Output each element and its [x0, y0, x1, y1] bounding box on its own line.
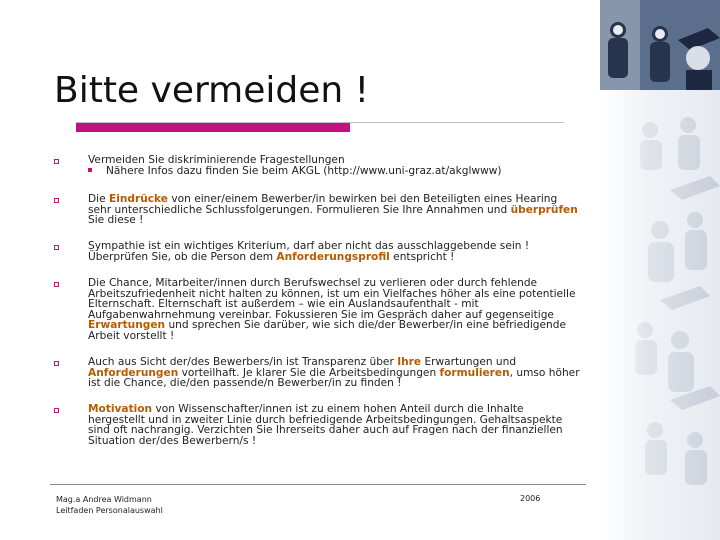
highlighted-term: Eindrücke — [109, 193, 168, 205]
footer-author: Mag.a Andrea Widmann — [56, 495, 152, 504]
bullet-text — [88, 404, 583, 446]
bullet-text — [88, 357, 583, 389]
sub-bullet-marker-icon — [88, 168, 92, 172]
bullet-marker-icon — [54, 361, 59, 366]
bullet-text-segment: Sympathie ist ein wichtiges Kriterium, darf aber nicht das ausschlaggebende sein ! Überprüfen Sie, ob die Person dem — [88, 240, 530, 263]
title-accent-bar — [76, 123, 350, 132]
bullet-marker-icon — [54, 198, 59, 203]
bullet-text-segment: , umso höher ist die Chance, die/den passende/n Bewerber/in zu finden ! — [88, 366, 580, 389]
bullet-text — [88, 155, 583, 176]
bullet-text-segment: vorteilhaft. Je klarer Sie die Arbeitsbedingungen — [178, 366, 440, 379]
graduates-photo-image — [600, 0, 720, 90]
highlighted-term: überprüfen — [510, 203, 578, 216]
footer-subtitle: Leitfaden Personalauswahl — [56, 506, 163, 515]
bullet-text — [88, 194, 583, 226]
bullet-text-segment: Die — [88, 193, 109, 205]
bullet-marker-icon — [54, 282, 59, 287]
highlighted-term: Anforderungen — [88, 366, 179, 379]
bullet-text-segment: Sie diese ! — [88, 214, 144, 226]
bullet-text-segment: und sprechen Sie darüber, wie sich die/der Bewerber/in eine befriedigende Arbeit vorstellt ! — [88, 319, 566, 342]
bullet-marker-icon — [54, 245, 59, 250]
sub-bullet-text: Nähere Infos dazu finden Sie beim AKGL (http://www.uni-graz.at/akglwww) — [106, 164, 502, 177]
bullet-text-segment: Auch aus Sicht der/des Bewerbers/in ist Transparenz über — [88, 356, 398, 368]
bullet-marker-icon — [54, 159, 59, 164]
highlighted-term: Erwartungen — [88, 319, 166, 331]
bullet-text-segment: Die Chance, Mitarbeiter/innen durch Berufswechsel zu verlieren oder durch fehlende Arbeitszufriedenheit nicht halten zu können, ist um ein Vielfaches höher als eine potentielle Elternschaft. Elternschaft ist außerdem – wie ein Auslandsaufenthalt - mit Aufgabenwahrnehmung vereinbar. Fokussieren Sie im Gespräch daher auf gegenseitige — [88, 277, 576, 321]
highlighted-term: Ihre — [397, 356, 422, 368]
bullet-text — [88, 241, 583, 262]
highlighted-term: Motivation — [88, 403, 153, 415]
bullet-text-segment: Erwartungen und — [421, 356, 517, 368]
footer-year: 2006 — [520, 494, 541, 503]
bullet-text-segment: von einer/einem Bewerber/in bewirken bei den Beteiligten eines Hearing sehr unterschiedliche Schlussfolgerungen. Formulieren Sie Ihre Annahmen und — [88, 193, 558, 216]
bullet-marker-icon — [54, 408, 59, 413]
sub-bullet — [88, 166, 583, 177]
footer-divider-line — [50, 484, 586, 485]
bullet-text-segment: Vermeiden Sie diskriminierende Fragestellungen — [88, 154, 345, 166]
bullet-text-segment: von Wissenschafter/innen ist zu einem hohen Anteil durch die Inhalte hergestellt und in zweiter Linie durch befriedigende Arbeitsbedingungen. Gehaltsaspekte sind oft nachrangig. Verzichten Sie Ihrerseits daher auch auf Fragen nach der finanziellen Situation der/des Bewerbern/s ! — [88, 403, 563, 447]
bullet-text-segment: entspricht ! — [389, 250, 455, 263]
bullet-text — [88, 278, 583, 341]
highlighted-term: formulieren — [439, 366, 510, 379]
header-photo — [600, 0, 720, 90]
slide-title: Bitte vermeiden ! — [54, 70, 370, 111]
footer-author-block — [56, 494, 163, 516]
highlighted-term: Anforderungsprofil — [276, 250, 390, 263]
